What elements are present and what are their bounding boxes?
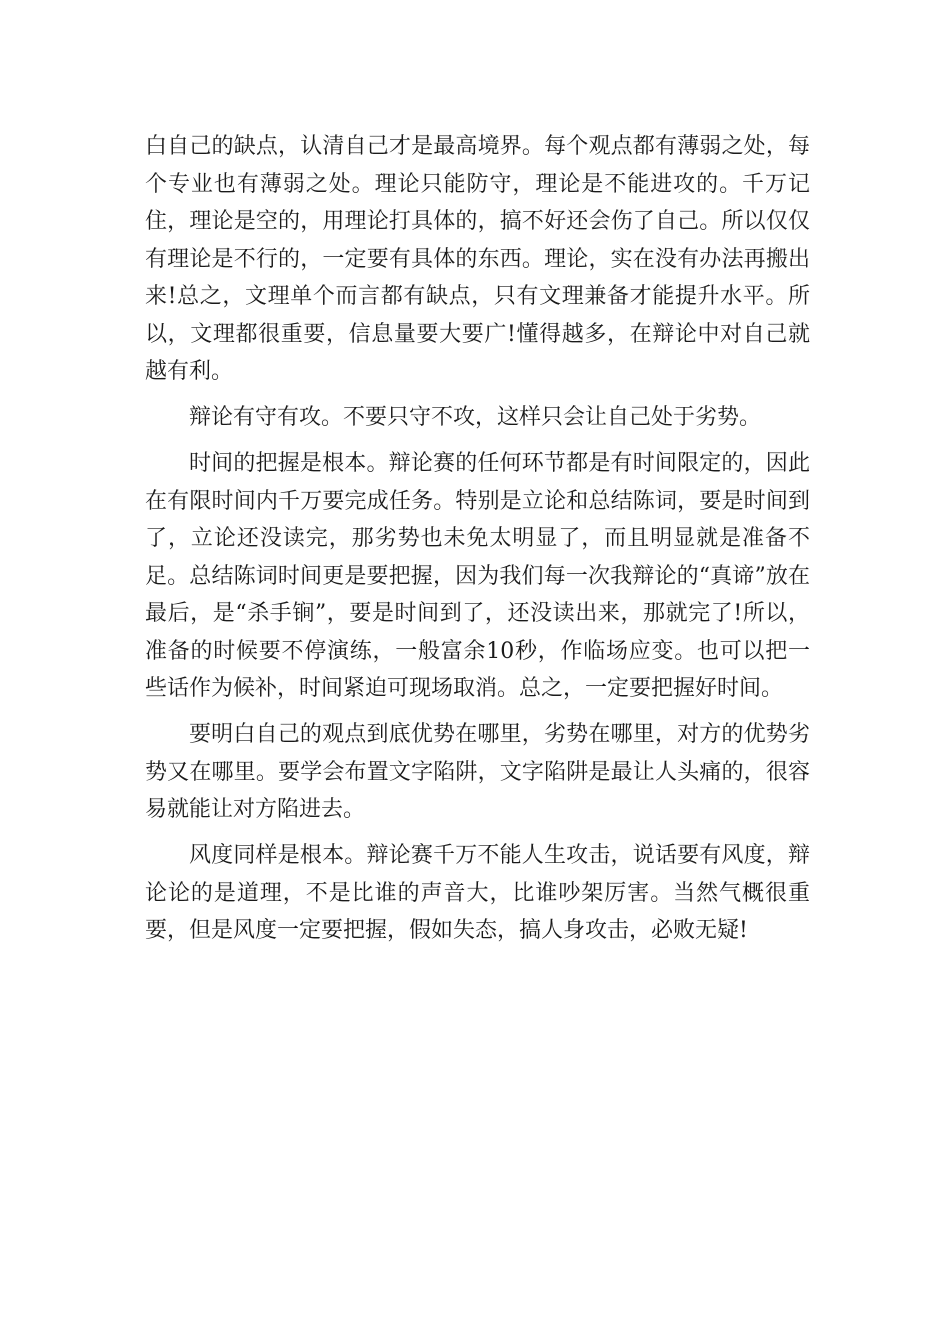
paragraph-time-management: 时间的把握是根本。辩论赛的任何环节都是有时间限定的，因此在有限时间内千万要完成任务。特别是立论和总结陈词，要是时间到了，立论还没读完，那劣势也未免太明显了，而且明显就是准备不足。总结陈词时间更是要把握，因为我们每一次我辩论的“真谛”放在最后，是“杀手锏”，要是时间到了，还没读出来，那就完了!所以，准备的时候要不停演练，一般富余10秒，作临场应变。也可以把一些话作为候补，时间紧迫可现场取消。总之，一定要把握好时间。 <box>145 451 810 701</box>
paragraph-attack-defense: 辩论有守有攻。不要只守不攻，这样只会让自己处于劣势。 <box>189 405 762 430</box>
paragraph-continuation: 白自己的缺点，认清自己才是最高境界。每个观点都有薄弱之处，每个专业也有薄弱之处。理论只能防守，理论是不能进攻的。千万记住，理论是空的，用理论打具体的，搞不好还会伤了自己。所以仅仅有理论是不行的，一定要有具体的东西。理论，实在没有办法再搬出来!总之，文理单个而言都有缺点，只有文理兼备才能提升水平。所以，文理都很重要，信息量要大要广!懂得越多，在辩论中对自己就越有利。 <box>145 134 810 384</box>
paragraph-strengths-weaknesses: 要明白自己的观点到底优势在哪里，劣势在哪里，对方的优势劣势又在哪里。要学会布置文字陷阱，文字陷阱是最让人头痛的，很容易就能让对方陷进去。 <box>145 722 810 822</box>
document-page <box>145 128 810 958</box>
paragraph-demeanor: 风度同样是根本。辩论赛千万不能人生攻击，说话要有风度，辩论论的是道理，不是比谁的声音大，比谁吵架厉害。当然气概很重要，但是风度一定要把握，假如失态，搞人身攻击，必败无疑! <box>145 843 810 943</box>
